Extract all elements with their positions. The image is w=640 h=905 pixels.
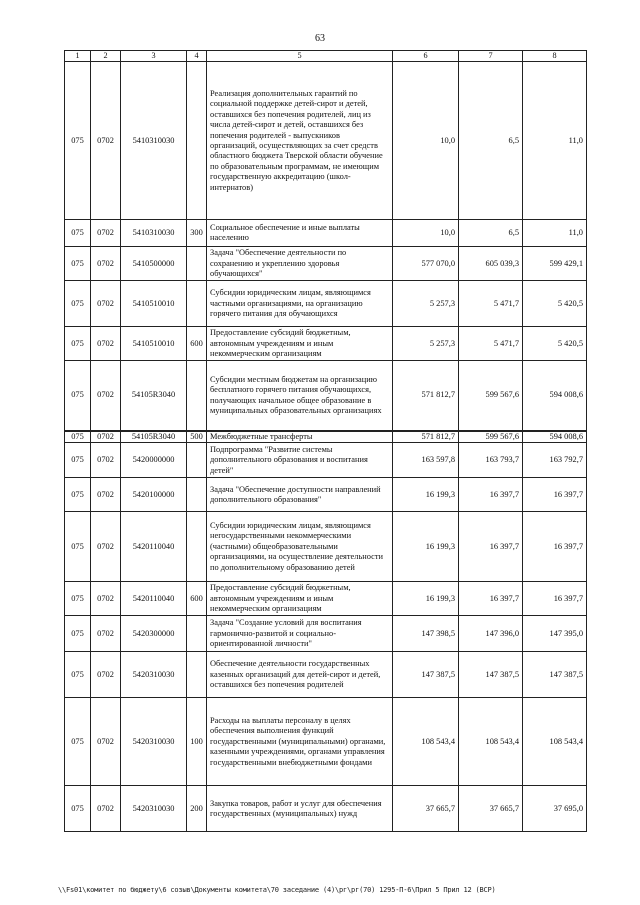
budget-table (64, 50, 587, 832)
expense-type-cell: 100 (187, 698, 207, 786)
description-cell: Задача "Обеспечение доступности направлений дополнительного образования" (207, 478, 393, 512)
description-cell: Субсидии местным бюджетам на организацию бесплатного горячего питания обучающихся, получающих начальное общее образование в муниципальных образовательных организациях (207, 361, 393, 431)
section-code-cell: 0702 (91, 478, 121, 512)
amount-cell: 147 398,5 (393, 616, 459, 652)
table-row (65, 652, 587, 698)
description-cell: Субсидии юридическим лицам, являющимся негосударственными некоммерческими (частными) общеобразовательными организациями, на осуществление деятельности по дополнительному образованию детей (207, 512, 393, 582)
amount-cell: 16 397,7 (523, 478, 587, 512)
amount-cell: 108 543,4 (459, 698, 523, 786)
section-code-cell: 0702 (91, 443, 121, 478)
target-article-cell: 5420100000 (121, 478, 187, 512)
description-cell: Обеспечение деятельности государственных казенных организаций для детей-сирот и детей, оставшихся без попечения родителей (207, 652, 393, 698)
description-cell: Задача "Обеспечение деятельности по сохранению и укреплению здоровья обучающихся" (207, 247, 393, 281)
target-article-cell: 54105R3040 (121, 431, 187, 443)
amount-cell: 108 543,4 (523, 698, 587, 786)
admin-code-cell: 075 (65, 443, 91, 478)
table-row (65, 512, 587, 582)
amount-cell: 37 665,7 (393, 786, 459, 832)
target-article-cell: 5410500000 (121, 247, 187, 281)
expense-type-cell (187, 281, 207, 327)
description-cell: Задача "Создание условий для воспитания гармонично-развитой и социально-ориентированной личности" (207, 616, 393, 652)
amount-cell: 16 397,7 (523, 512, 587, 582)
expense-type-cell: 500 (187, 431, 207, 443)
expense-type-cell: 200 (187, 786, 207, 832)
expense-type-cell: 600 (187, 327, 207, 361)
amount-cell: 11,0 (523, 62, 587, 220)
amount-cell: 37 665,7 (459, 786, 523, 832)
footer-file-path: \\Fs01\комитет по бюджету\6 созыв\Документы комитета\70 заседание (4)\рг\рг(70) 1295-П-6\Прил 5 Прил 12 (ВСР) (58, 886, 496, 894)
admin-code-cell: 075 (65, 327, 91, 361)
amount-cell: 594 008,6 (523, 431, 587, 443)
target-article-cell: 5420110040 (121, 582, 187, 616)
target-article-cell: 5420310030 (121, 786, 187, 832)
admin-code-cell: 075 (65, 652, 91, 698)
admin-code-cell: 075 (65, 786, 91, 832)
expense-type-cell: 300 (187, 220, 207, 247)
admin-code-cell: 075 (65, 512, 91, 582)
expense-type-cell (187, 247, 207, 281)
table-row (65, 281, 587, 327)
column-header: 4 (187, 51, 207, 62)
amount-cell: 5 257,3 (393, 327, 459, 361)
table-row (65, 698, 587, 786)
column-header: 3 (121, 51, 187, 62)
description-cell: Закупка товаров, работ и услуг для обеспечения государственных (муниципальных) нужд (207, 786, 393, 832)
section-code-cell: 0702 (91, 582, 121, 616)
amount-cell: 10,0 (393, 62, 459, 220)
admin-code-cell: 075 (65, 220, 91, 247)
amount-cell: 163 792,7 (523, 443, 587, 478)
admin-code-cell: 075 (65, 616, 91, 652)
amount-cell: 163 793,7 (459, 443, 523, 478)
description-cell: Предоставление субсидий бюджетным, автономным учреждениям и иным некоммерческим организациям (207, 582, 393, 616)
section-code-cell: 0702 (91, 512, 121, 582)
target-article-cell: 5420310030 (121, 698, 187, 786)
column-header: 1 (65, 51, 91, 62)
target-article-cell: 5410510010 (121, 281, 187, 327)
table-row (65, 327, 587, 361)
admin-code-cell: 075 (65, 247, 91, 281)
target-article-cell: 5410310030 (121, 62, 187, 220)
amount-cell: 147 387,5 (523, 652, 587, 698)
amount-cell: 147 395,0 (523, 616, 587, 652)
table-row (65, 361, 587, 431)
column-header: 6 (393, 51, 459, 62)
amount-cell: 6,5 (459, 62, 523, 220)
section-code-cell: 0702 (91, 786, 121, 832)
amount-cell: 5 420,5 (523, 327, 587, 361)
section-code-cell: 0702 (91, 698, 121, 786)
amount-cell: 16 199,3 (393, 512, 459, 582)
page-number: 63 (315, 33, 325, 44)
column-header: 2 (91, 51, 121, 62)
table-row (65, 220, 587, 247)
section-code-cell: 0702 (91, 431, 121, 443)
target-article-cell: 5420300000 (121, 616, 187, 652)
expense-type-cell (187, 62, 207, 220)
amount-cell: 16 397,7 (523, 582, 587, 616)
section-code-cell: 0702 (91, 616, 121, 652)
amount-cell: 11,0 (523, 220, 587, 247)
description-cell: Предоставление субсидий бюджетным, автономным учреждениям и иным некоммерческим организациям (207, 327, 393, 361)
amount-cell: 16 397,7 (459, 478, 523, 512)
amount-cell: 5 471,7 (459, 327, 523, 361)
amount-cell: 5 257,3 (393, 281, 459, 327)
amount-cell: 108 543,4 (393, 698, 459, 786)
section-code-cell: 0702 (91, 327, 121, 361)
amount-cell: 571 812,7 (393, 361, 459, 431)
table-row (65, 431, 587, 443)
amount-cell: 147 396,0 (459, 616, 523, 652)
expense-type-cell (187, 616, 207, 652)
expense-type-cell (187, 361, 207, 431)
description-cell: Социальное обеспечение и иные выплаты населению (207, 220, 393, 247)
amount-cell: 37 695,0 (523, 786, 587, 832)
amount-cell: 163 597,8 (393, 443, 459, 478)
table-row (65, 443, 587, 478)
description-cell: Субсидии юридическим лицам, являющимся частными организациями, на организацию горячего питания для обучающихся (207, 281, 393, 327)
section-code-cell: 0702 (91, 247, 121, 281)
column-header: 5 (207, 51, 393, 62)
table-row (65, 616, 587, 652)
target-article-cell: 5420110040 (121, 512, 187, 582)
amount-cell: 16 397,7 (459, 582, 523, 616)
section-code-cell: 0702 (91, 220, 121, 247)
admin-code-cell: 075 (65, 361, 91, 431)
table-row (65, 62, 587, 220)
amount-cell: 594 008,6 (523, 361, 587, 431)
amount-cell: 147 387,5 (393, 652, 459, 698)
section-code-cell: 0702 (91, 652, 121, 698)
column-number-row (65, 51, 587, 62)
column-header: 8 (523, 51, 587, 62)
admin-code-cell: 075 (65, 478, 91, 512)
description-cell: Межбюджетные трансферты (207, 431, 393, 443)
admin-code-cell: 075 (65, 698, 91, 786)
target-article-cell: 5410510010 (121, 327, 187, 361)
target-article-cell: 54105R3040 (121, 361, 187, 431)
expense-type-cell (187, 478, 207, 512)
table-row (65, 247, 587, 281)
amount-cell: 147 387,5 (459, 652, 523, 698)
target-article-cell: 5410310030 (121, 220, 187, 247)
amount-cell: 6,5 (459, 220, 523, 247)
amount-cell: 605 039,3 (459, 247, 523, 281)
section-code-cell: 0702 (91, 62, 121, 220)
description-cell: Расходы на выплаты персоналу в целях обеспечения выполнения функций государственными (муниципальными) органами, казенными учреждениями, органами управления государственными внебюджетными фондами (207, 698, 393, 786)
section-code-cell: 0702 (91, 361, 121, 431)
admin-code-cell: 075 (65, 62, 91, 220)
expense-type-cell: 600 (187, 582, 207, 616)
amount-cell: 16 199,3 (393, 478, 459, 512)
admin-code-cell: 075 (65, 431, 91, 443)
table-row (65, 478, 587, 512)
amount-cell: 599 567,6 (459, 361, 523, 431)
amount-cell: 16 199,3 (393, 582, 459, 616)
amount-cell: 599 567,6 (459, 431, 523, 443)
amount-cell: 5 471,7 (459, 281, 523, 327)
table-row (65, 582, 587, 616)
amount-cell: 5 420,5 (523, 281, 587, 327)
target-article-cell: 5420000000 (121, 443, 187, 478)
section-code-cell: 0702 (91, 281, 121, 327)
description-cell: Реализация дополнительных гарантий по социальной поддержке детей-сирот и детей, оставшихся без попечения родителей, лиц из числа детей-сирот и детей, оставшихся без попечения родителей - выпускников организаций, осуществляющих за счет средств областного бюджета Тверской области обучение по образовательным программам, не имеющим государственную аккредитацию (школ-интернатов) (207, 62, 393, 220)
amount-cell: 571 812,7 (393, 431, 459, 443)
expense-type-cell (187, 443, 207, 478)
amount-cell: 16 397,7 (459, 512, 523, 582)
description-cell: Подпрограмма "Развитие системы дополнительного образования и воспитания детей" (207, 443, 393, 478)
amount-cell: 10,0 (393, 220, 459, 247)
column-header: 7 (459, 51, 523, 62)
admin-code-cell: 075 (65, 281, 91, 327)
table-row (65, 786, 587, 832)
admin-code-cell: 075 (65, 582, 91, 616)
expense-type-cell (187, 652, 207, 698)
target-article-cell: 5420310030 (121, 652, 187, 698)
expense-type-cell (187, 512, 207, 582)
amount-cell: 599 429,1 (523, 247, 587, 281)
amount-cell: 577 070,0 (393, 247, 459, 281)
